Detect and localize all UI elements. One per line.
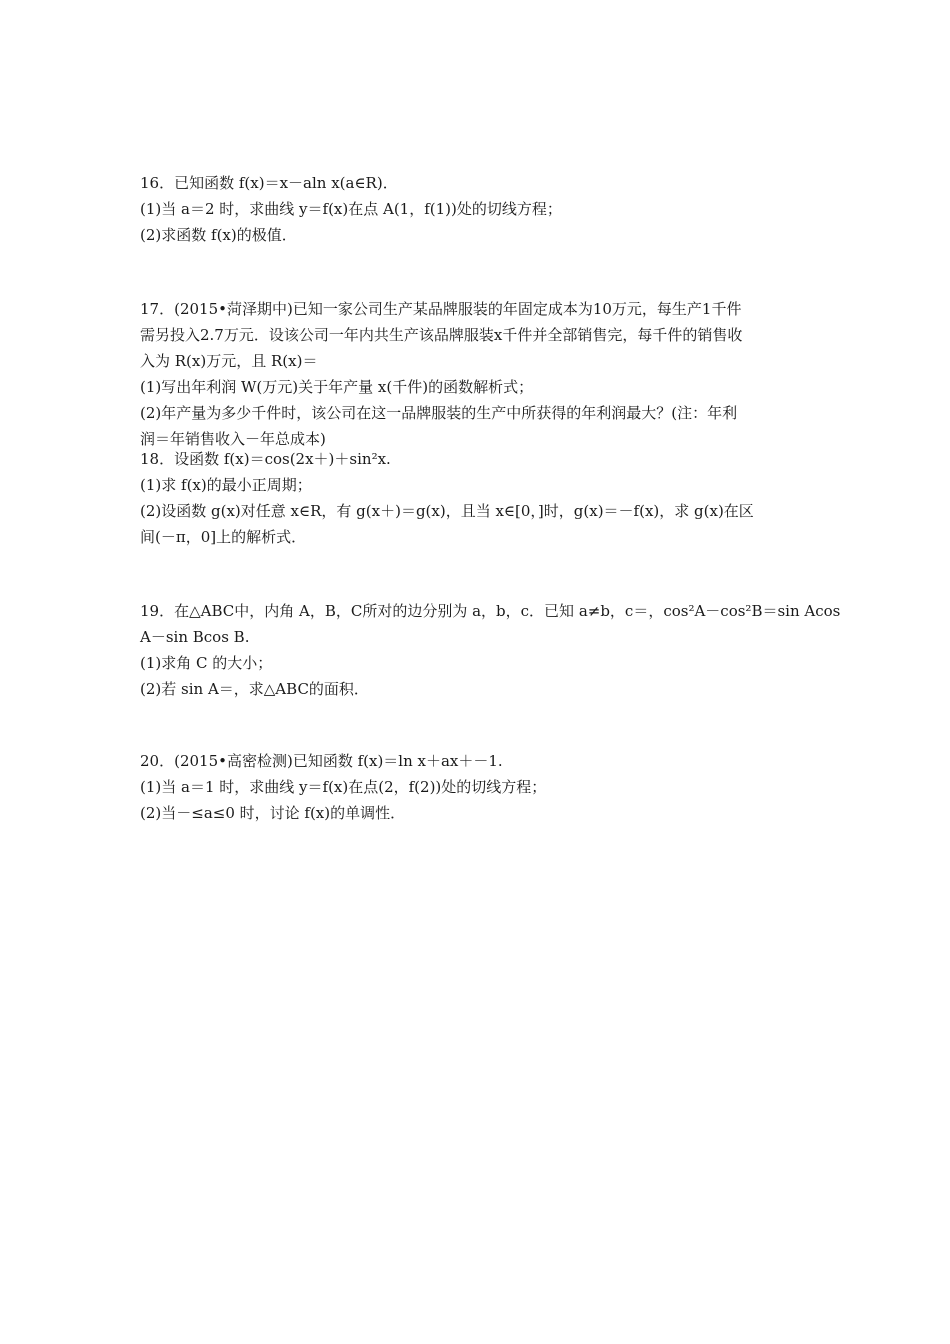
problem-16-line-2: (1)当 a＝2 时，求曲线 y＝f(x)在点 A(1，f(1))处的切线方程；	[140, 200, 562, 218]
problem-17	[140, 296, 820, 452]
problem-19-line-1: 19．在△ABC中，内角 A，B，C所对的边分别为 a，b，c．已知 a≠b，c＝，cos²A－cos²B＝sin Acos	[140, 602, 841, 620]
problem-16-line-3: (2)求函数 f(x)的极值．	[140, 226, 297, 244]
problem-18-line-4: 间(－π，0]上的解析式．	[140, 528, 307, 546]
problem-19-line-2: A－sin Bcos B.	[140, 628, 250, 646]
problem-17-line-6: 润＝年销售收入－年总成本)	[140, 430, 326, 448]
problem-17-line-2: 需另投入2.7万元．设该公司一年内共生产该品牌服装x千件并全部销售完，每千件的销售收	[140, 326, 743, 344]
problem-17-line-3: 入为 R(x)万元，且 R(x)＝	[140, 352, 318, 370]
problem-18-line-2: (1)求 f(x)的最小正周期；	[140, 476, 312, 494]
problem-20-line-2: (1)当 a＝1 时，求曲线 y＝f(x)在点(2，f(2))处的切线方程；	[140, 778, 547, 796]
problem-17-line-5: (2)年产量为多少千件时，该公司在这一品牌服装的生产中所获得的年利润最大？(注：年利	[140, 404, 738, 422]
problem-20-line-1: 20．(2015•高密检测)已知函数 f(x)＝ln x＋ax＋－1.	[140, 752, 503, 770]
problem-20-line-3: (2)当－≤a≤0 时，讨论 f(x)的单调性．	[140, 804, 406, 822]
problem-19-line-4: (2)若 sin A＝，求△ABC的面积．	[140, 680, 369, 698]
problem-16-line-1: 16．已知函数 f(x)＝x－aln x(a∈R)．	[140, 174, 398, 192]
problem-17-line-4: (1)写出年利润 W(万元)关于年产量 x(千件)的函数解析式；	[140, 378, 534, 396]
problem-18-line-1: 18．设函数 f(x)＝cos(2x＋)＋sin²x.	[140, 450, 391, 468]
problem-19	[140, 598, 841, 702]
problem-17-line-1: 17．(2015•菏泽期中)已知一家公司生产某品牌服装的年固定成本为10万元，每生产1千件	[140, 300, 742, 318]
problem-20	[140, 748, 820, 826]
problem-18-line-3: (2)设函数 g(x)对任意 x∈R，有 g(x＋)＝g(x)，且当 x∈[0，]时，g(x)＝－f(x)，求 g(x)在区	[140, 502, 754, 520]
problem-19-line-3: (1)求角 C 的大小；	[140, 654, 273, 672]
problem-16	[140, 170, 820, 248]
problem-18	[140, 446, 820, 550]
